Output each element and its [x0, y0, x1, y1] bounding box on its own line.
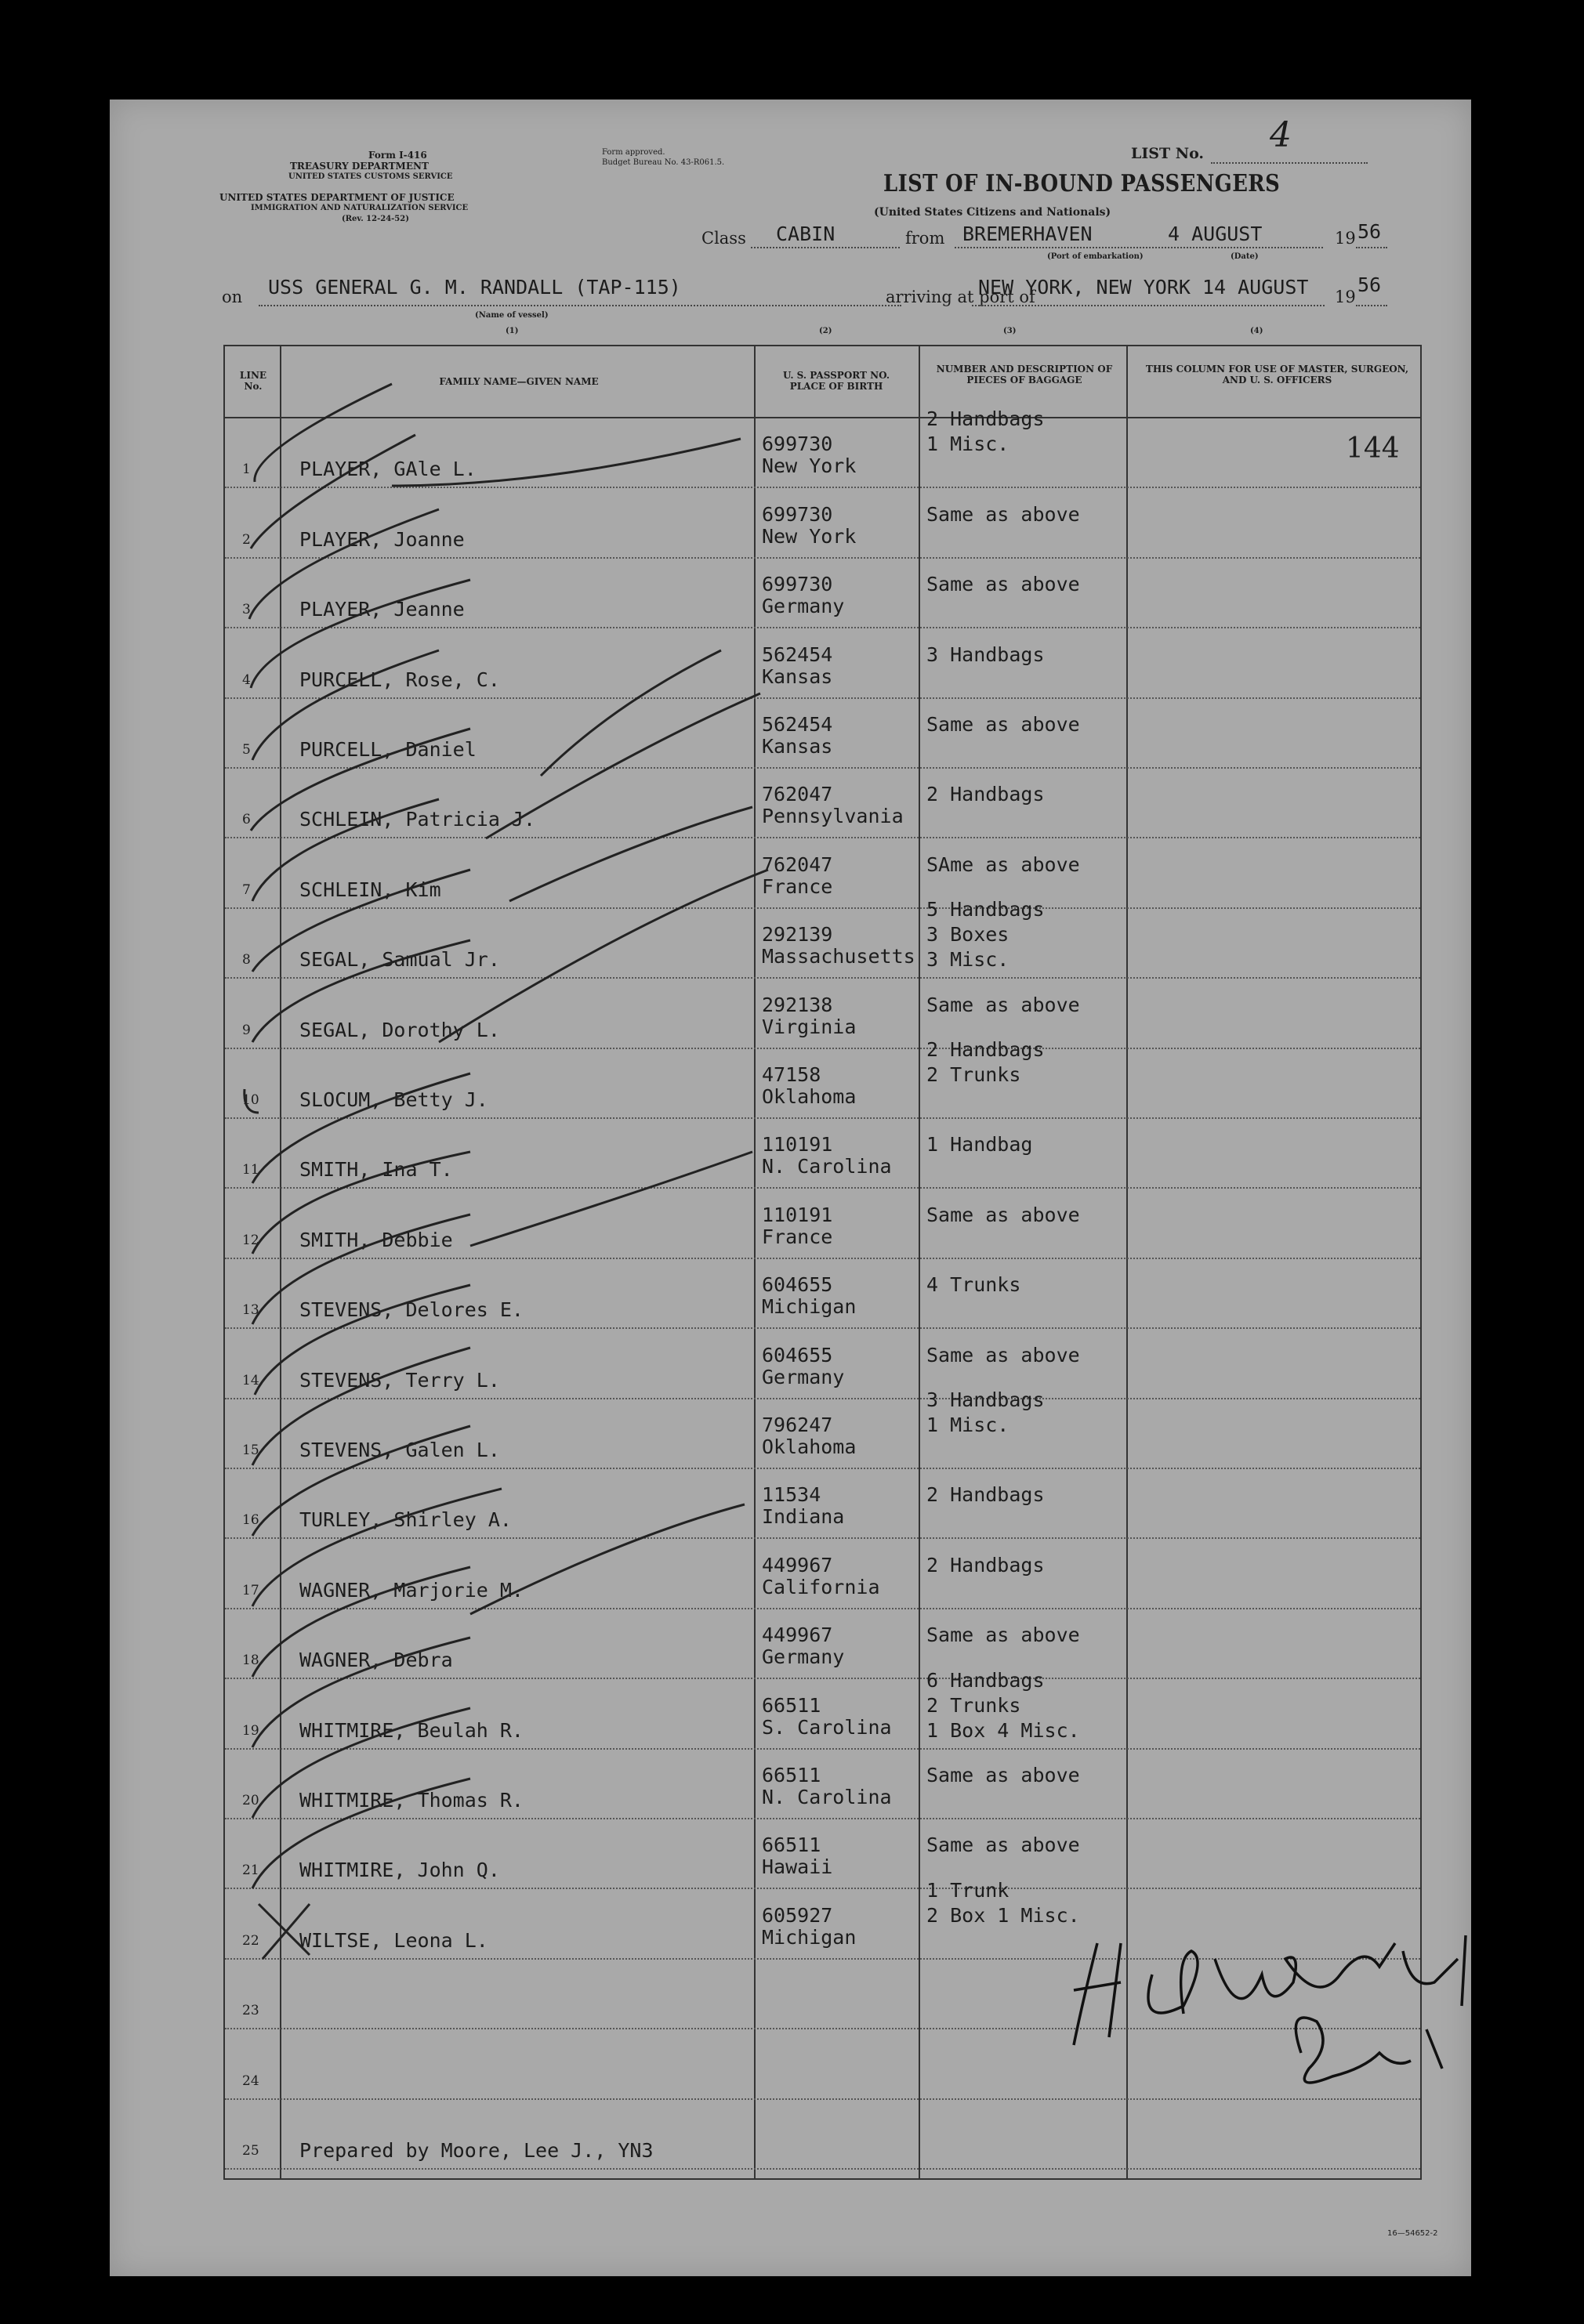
- list-no-underline: [1211, 162, 1368, 164]
- line-number: 10: [242, 1091, 259, 1108]
- table-row: [225, 1038, 1420, 1119]
- baggage-line-2: 2 Handbags: [926, 1483, 1045, 1507]
- year-underline-1: [1356, 247, 1387, 248]
- table-row: [225, 979, 1420, 1048]
- passenger-name: STEVENS, Delores E.: [299, 1298, 524, 1322]
- passenger-name: Prepared by Moore, Lee J., YN3: [299, 2138, 654, 2162]
- col-num-3: (3): [1003, 327, 1017, 335]
- form-revision: (Rev. 12-24-52): [342, 215, 409, 223]
- officer-note: 144: [1346, 433, 1400, 465]
- col-num-4: (4): [1250, 327, 1263, 335]
- passenger-name: SEGAL, Dorothy L.: [299, 1018, 500, 1041]
- line-number: 13: [242, 1302, 259, 1319]
- table-row: [225, 769, 1420, 838]
- place-of-birth: France: [762, 1225, 833, 1248]
- passenger-name: PLAYER, Jeanne: [299, 598, 465, 621]
- date-caption: (Date): [1231, 252, 1259, 261]
- table-row: [225, 1750, 1420, 1819]
- passenger-name: PURCELL, Daniel: [299, 737, 477, 761]
- passport-number: 699730: [762, 433, 833, 456]
- line-number: 2: [242, 531, 251, 548]
- line-number: 5: [242, 741, 251, 758]
- list-label: LIST No.: [1131, 145, 1205, 162]
- place-of-birth: N. Carolina: [762, 1785, 892, 1808]
- passenger-name: STEVENS, Galen L.: [299, 1438, 500, 1461]
- year-1: 56: [1357, 220, 1382, 243]
- passport-number: 699730: [762, 573, 833, 596]
- passenger-name: WAGNER, Debra: [299, 1649, 453, 1672]
- table-row: [225, 2100, 1420, 2170]
- place-of-birth: Hawaii: [762, 1855, 833, 1879]
- list-number: 4: [1270, 115, 1292, 155]
- col-header-line-no: LINE No.: [239, 370, 267, 392]
- baggage-line-1: 3 Handbags: [926, 1388, 1045, 1411]
- place-of-birth: S. Carolina: [762, 1715, 892, 1739]
- place-of-birth: Indiana: [762, 1505, 845, 1529]
- passenger-name: PURCELL, Rose, C.: [299, 668, 500, 691]
- line-number: 24: [242, 2072, 259, 2089]
- baggage-line-2: 2 Handbags: [926, 783, 1045, 806]
- table-row: [225, 1259, 1420, 1329]
- justice-dept: UNITED STATES DEPARTMENT OF JUSTICE: [219, 192, 455, 203]
- passenger-name: PLAYER, Joanne: [299, 527, 465, 551]
- port-embark-caption: (Port of embarkation): [1047, 252, 1144, 261]
- arrival-underline: [972, 305, 1325, 306]
- line-number: 1: [242, 462, 251, 478]
- table-row: [225, 1609, 1420, 1679]
- table-row: [225, 1819, 1420, 1889]
- passport-number: 449967: [762, 1553, 833, 1576]
- line-number: 14: [242, 1372, 259, 1388]
- place-of-birth: Michigan: [762, 1295, 857, 1319]
- row-rule: [225, 2168, 1420, 2170]
- table-row: [225, 1119, 1420, 1189]
- baggage-line-2: 3 Boxes: [926, 923, 1009, 947]
- vessel-name: USS GENERAL G. M. RANDALL (TAP-115): [268, 276, 681, 299]
- line-number: 11: [242, 1162, 259, 1178]
- place-of-birth: Massachusetts: [762, 945, 915, 968]
- baggage-line-3: 3 Misc.: [926, 948, 1009, 972]
- passport-number: 449967: [762, 1624, 833, 1647]
- class-label: Class: [701, 229, 746, 248]
- form-approved: Form approved.: [602, 148, 665, 157]
- place-of-birth: N. Carolina: [762, 1155, 892, 1178]
- baggage-line-2: Same as above: [926, 1763, 1080, 1786]
- baggage-line-2: Same as above: [926, 1833, 1080, 1857]
- budget-bureau: Budget Bureau No. 43-R061.5.: [602, 158, 725, 167]
- line-number: 15: [242, 1442, 259, 1458]
- table-row: [225, 838, 1420, 908]
- customs-service: UNITED STATES CUSTOMS SERVICE: [288, 172, 453, 181]
- col-num-1: (1): [506, 327, 519, 335]
- from-underline: [955, 247, 1323, 248]
- table-row: [225, 559, 1420, 628]
- year-prefix-2: 19: [1335, 288, 1356, 306]
- baggage-line-2: 4 Trunks: [926, 1273, 1021, 1297]
- embark-date: 4 AUGUST: [1168, 223, 1263, 245]
- passenger-name: SMITH, Ina T.: [299, 1158, 453, 1182]
- passenger-name: SCHLEIN, Patricia J.: [299, 808, 536, 831]
- line-number: 12: [242, 1232, 259, 1248]
- line-number: 25: [242, 2142, 259, 2159]
- passenger-name: WHITMIRE, Thomas R.: [299, 1788, 524, 1812]
- vessel-caption: (Name of vessel): [475, 311, 549, 320]
- baggage-line-2: Same as above: [926, 502, 1080, 526]
- passport-number: 604655: [762, 1273, 833, 1297]
- table-row: [225, 1539, 1420, 1609]
- vessel-underline: [259, 305, 901, 306]
- line-number: 19: [242, 1722, 259, 1739]
- place-of-birth: California: [762, 1575, 880, 1598]
- on-label: on: [222, 288, 243, 306]
- col-header-passport: U. S. PASSPORT NO. PLACE OF BIRTH: [782, 370, 890, 392]
- line-number: 17: [242, 1582, 259, 1598]
- line-number: 8: [242, 952, 251, 968]
- line-number: 16: [242, 1512, 259, 1529]
- page-subtitle: (United States Citizens and Nationals): [874, 206, 1111, 219]
- baggage-line-2: Same as above: [926, 993, 1080, 1016]
- baggage-line-2: 1 Misc.: [926, 1413, 1009, 1436]
- table-row: [225, 898, 1420, 979]
- table-row: [225, 1469, 1420, 1539]
- baggage-line-2: 2 Trunks: [926, 1062, 1021, 1086]
- place-of-birth: Oklahoma: [762, 1435, 857, 1458]
- class-value: CABIN: [776, 223, 835, 245]
- passenger-name: PLAYER, GAle L.: [299, 458, 477, 481]
- table-row: [225, 1189, 1420, 1258]
- baggage-line-2: Same as above: [926, 712, 1080, 736]
- year-prefix-1: 19: [1335, 229, 1356, 248]
- passenger-name: WILTSE, Leona L.: [299, 1928, 488, 1952]
- passenger-name: WHITMIRE, John Q.: [299, 1859, 500, 1882]
- class-underline: [751, 247, 900, 248]
- baggage-line-2: Same as above: [926, 1343, 1080, 1367]
- line-number: 3: [242, 602, 251, 618]
- treasury-dept: TREASURY DEPARTMENT: [290, 161, 429, 172]
- passport-number: 762047: [762, 783, 833, 806]
- passenger-name: SMITH, Debbie: [299, 1228, 453, 1251]
- line-number: 6: [242, 812, 251, 828]
- from-port: BREMERHAVEN: [962, 223, 1093, 245]
- from-label: from: [905, 229, 945, 248]
- col-header-officers: THIS COLUMN FOR USE OF MASTER, SURGEON, AND U. S. OFFICERS: [1145, 364, 1409, 386]
- place-of-birth: New York: [762, 454, 857, 478]
- line-number: 23: [242, 2003, 259, 2019]
- place-of-birth: Germany: [762, 1645, 845, 1669]
- baggage-line-2: 3 Handbags: [926, 643, 1045, 666]
- table-row: [225, 1329, 1420, 1399]
- passport-number: 796247: [762, 1413, 833, 1436]
- officer-signature: [1066, 1912, 1505, 2100]
- passport-number: 605927: [762, 1903, 833, 1927]
- line-number: 22: [242, 1932, 259, 1949]
- place-of-birth: Kansas: [762, 664, 833, 688]
- place-of-birth: Michigan: [762, 1925, 857, 1949]
- line-number: 18: [242, 1653, 259, 1669]
- passport-number: 66511: [762, 1763, 821, 1786]
- place-of-birth: Germany: [762, 1365, 845, 1388]
- passenger-name: WHITMIRE, Beulah R.: [299, 1718, 524, 1742]
- table-row: [225, 1668, 1420, 1749]
- baggage-line-1: 2 Handbags: [926, 1038, 1045, 1061]
- page-title: LIST OF IN-BOUND PASSENGERS: [883, 170, 1281, 197]
- table-row: [225, 1388, 1420, 1469]
- baggage-line-1: 1 Trunk: [926, 1878, 1009, 1902]
- baggage-line-2: Same as above: [926, 1624, 1080, 1647]
- col-header-name: FAMILY NAME—GIVEN NAME: [439, 376, 599, 387]
- baggage-line-2: 1 Handbag: [926, 1133, 1033, 1157]
- passenger-name: WAGNER, Marjorie M.: [299, 1578, 524, 1602]
- baggage-line-1: 2 Handbags: [926, 407, 1045, 431]
- ins-service: IMMIGRATION AND NATURALIZATION SERVICE: [251, 204, 469, 212]
- passport-number: 562454: [762, 643, 833, 666]
- passport-number: 562454: [762, 712, 833, 736]
- baggage-line-2: 2 Box 1 Misc.: [926, 1903, 1080, 1927]
- baggage-line-2: Same as above: [926, 1203, 1080, 1226]
- baggage-line-3: 1 Box 4 Misc.: [926, 1718, 1080, 1742]
- table-row: [225, 628, 1420, 698]
- baggage-line-2: 1 Misc.: [926, 433, 1009, 456]
- passport-number: 292138: [762, 993, 833, 1016]
- passport-number: 699730: [762, 502, 833, 526]
- place-of-birth: Pennsylvania: [762, 805, 904, 828]
- passport-number: 110191: [762, 1133, 833, 1157]
- baggage-line-1: 6 Handbags: [926, 1668, 1045, 1692]
- table-row: [225, 488, 1420, 558]
- line-number: 20: [242, 1792, 259, 1808]
- baggage-line-2: SAme as above: [926, 852, 1080, 876]
- passenger-name: SEGAL, Samual Jr.: [299, 948, 500, 972]
- line-number: 4: [242, 671, 251, 688]
- passport-number: 604655: [762, 1343, 833, 1367]
- print-code: 16—54652-2: [1387, 2229, 1438, 2238]
- baggage-line-2: 2 Trunks: [926, 1693, 1021, 1717]
- year-2: 56: [1357, 273, 1382, 296]
- form-number: Form I-416: [368, 150, 427, 161]
- arrival-port-date: NEW YORK, NEW YORK 14 AUGUST: [978, 276, 1309, 299]
- passport-number: 11534: [762, 1483, 821, 1507]
- passport-number: 66511: [762, 1833, 821, 1857]
- passport-number: 762047: [762, 852, 833, 876]
- baggage-line-2: 2 Handbags: [926, 1553, 1045, 1576]
- table-row: [225, 407, 1420, 488]
- line-number: 7: [242, 881, 251, 898]
- year-underline-2: [1356, 305, 1387, 306]
- passenger-name: TURLEY, Shirley A.: [299, 1508, 512, 1532]
- baggage-line-1: 5 Handbags: [926, 898, 1045, 921]
- place-of-birth: Virginia: [762, 1015, 857, 1038]
- line-number: 9: [242, 1022, 251, 1038]
- baggage-line-2: Same as above: [926, 573, 1080, 596]
- passenger-name: SCHLEIN, Kim: [299, 878, 441, 901]
- place-of-birth: France: [762, 874, 833, 898]
- line-number: 21: [242, 1862, 259, 1879]
- table-row: [225, 699, 1420, 769]
- passenger-name: STEVENS, Terry L.: [299, 1368, 500, 1392]
- place-of-birth: Germany: [762, 595, 845, 618]
- passport-number: 66511: [762, 1693, 821, 1717]
- place-of-birth: Oklahoma: [762, 1084, 857, 1108]
- arriving-label: arriving at port of: [886, 288, 1035, 306]
- col-header-baggage: NUMBER AND DESCRIPTION OF PIECES OF BAGGAGE: [936, 364, 1113, 386]
- passenger-table: [223, 345, 1422, 2180]
- passenger-name: SLOCUM, Betty J.: [299, 1088, 488, 1111]
- place-of-birth: Kansas: [762, 734, 833, 758]
- passport-number: 110191: [762, 1203, 833, 1226]
- passport-number: 47158: [762, 1062, 821, 1086]
- col-num-2: (2): [819, 327, 832, 335]
- passport-number: 292139: [762, 923, 833, 947]
- place-of-birth: New York: [762, 524, 857, 548]
